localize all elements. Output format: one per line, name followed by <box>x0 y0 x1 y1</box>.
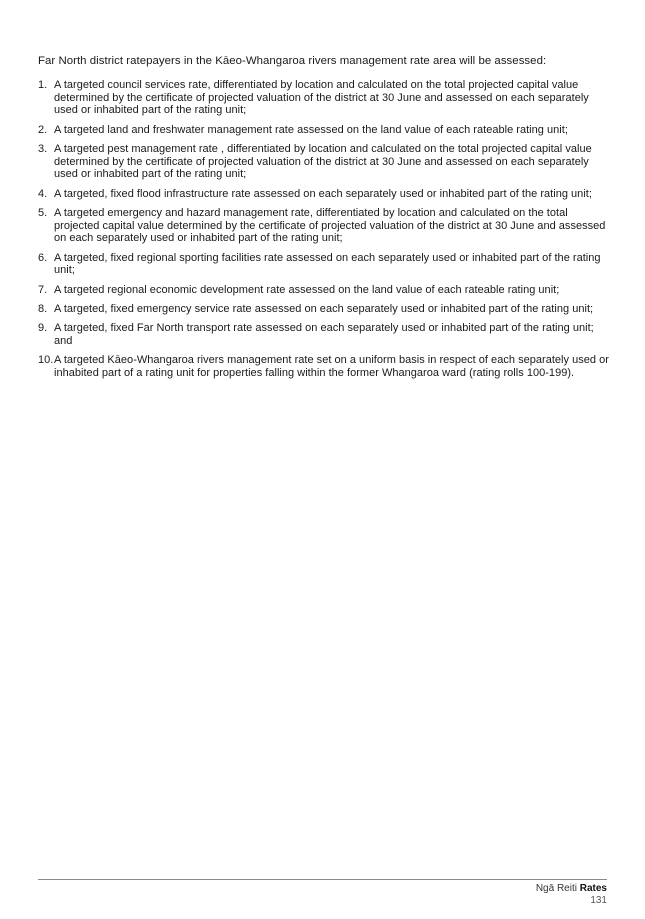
list-item-text: A targeted emergency and hazard management rate, differentiated by location and calculated on the total projected capital value determined by the certificate of projected valuation of the district at 30 June and assessed on each separately used or inhabited part of the rating unit; <box>54 206 606 245</box>
list-item-text: A targeted Kāeo-Whangaroa rivers management rate set on a uniform basis in respect of each separately used or inhabited part of a rating unit for properties falling within the former Whangaroa ward (rating rolls 100-199). <box>54 354 609 379</box>
list-item <box>38 207 610 245</box>
list-item <box>38 252 610 277</box>
list-item-text: A targeted, fixed flood infrastructure rate assessed on each separately used or inhabited part of the rating unit; <box>54 187 592 200</box>
list-item <box>38 143 610 181</box>
page-footer <box>536 883 607 907</box>
intro-paragraph: Far North district ratepayers in the Kāeo-Whangaroa rivers management rate area will be assessed: <box>38 55 547 67</box>
list-item-text: A targeted pest management rate , differentiated by location and calculated on the total projected capital value determined by the certificate of projected valuation of the district at 30 June and assessed on each separately used or inhabited part of the rating unit; <box>54 142 592 181</box>
list-item <box>38 124 610 137</box>
list-item-number: 6. <box>38 251 48 264</box>
list-item-number: 9. <box>38 322 48 335</box>
list-item <box>38 354 610 379</box>
list-item-number: 4. <box>38 187 48 200</box>
list-item-number: 1. <box>38 79 48 91</box>
footer-section-english: Rates <box>579 883 607 894</box>
list-item-text: A targeted land and freshwater management rate assessed on the land value of each rateable rating unit; <box>54 123 568 136</box>
footer-section-title <box>536 883 607 895</box>
rates-list <box>38 79 610 379</box>
list-item-text: A targeted, fixed Far North transport rate assessed on each separately used or inhabited part of the rating unit; and <box>54 322 594 347</box>
list-item <box>38 303 610 316</box>
list-item-number: 10. <box>38 354 54 367</box>
footer-divider <box>38 879 607 880</box>
main-content <box>38 54 610 386</box>
list-item-text: A targeted council services rate, differentiated by location and calculated on the total projected capital value determined by the certificate of projected valuation of the district at 30 June and assessed on each separately used or inhabited part of the rating unit; <box>54 79 589 117</box>
page-number: 131 <box>590 895 607 906</box>
list-item <box>38 284 610 297</box>
list-item <box>38 79 610 117</box>
list-item-text: A targeted, fixed regional sporting facilities rate assessed on each separately used or inhabited part of the rating unit; <box>54 251 601 277</box>
list-item-number: 3. <box>38 142 48 155</box>
list-item-number: 7. <box>38 283 48 296</box>
list-item <box>38 322 610 347</box>
list-item <box>38 188 610 201</box>
list-item-number: 8. <box>38 302 48 315</box>
list-item-number: 5. <box>38 206 48 219</box>
footer-section-maori: Ngā Reiti <box>535 883 577 894</box>
list-item-text: A targeted, fixed emergency service rate assessed on each separately used or inhabited part of the rating unit; <box>54 302 594 315</box>
list-item-number: 2. <box>38 123 48 136</box>
list-item-text: A targeted regional economic development rate assessed on the land value of each rateable rating unit; <box>54 283 560 296</box>
